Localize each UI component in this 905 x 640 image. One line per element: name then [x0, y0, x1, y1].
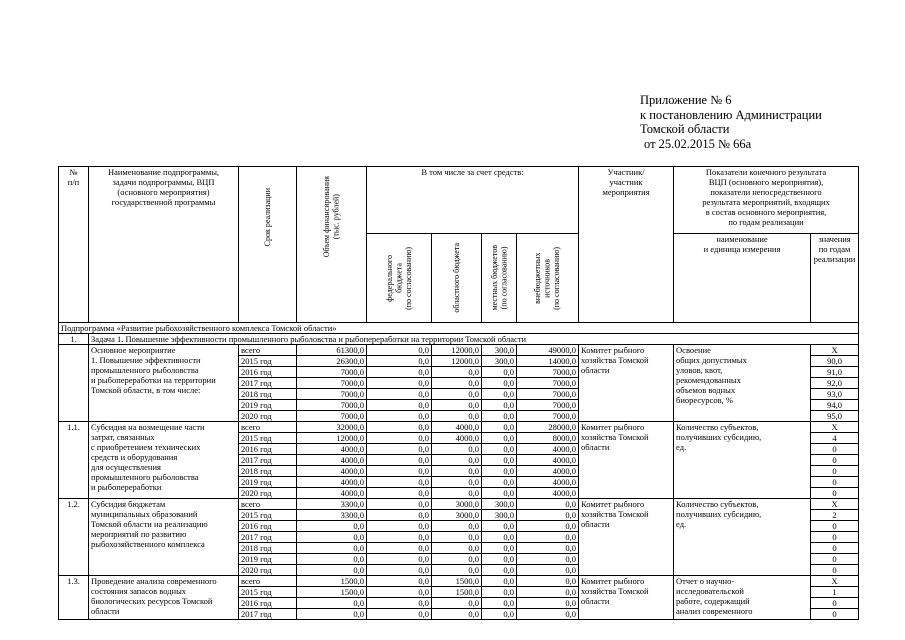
volume-cell: 4000,0	[297, 477, 367, 488]
local-cell: 0,0	[482, 411, 517, 422]
measure-description: Основное мероприятие 1. Повышение эффективности промышленного рыболовства и рыбопереработки на территории Томской области, в том числе:	[89, 345, 239, 422]
indicator-value-cell: 4	[811, 433, 859, 444]
volume-cell: 32000,0	[297, 422, 367, 433]
table-row	[59, 499, 859, 510]
federal-cell: 0,0	[367, 433, 432, 444]
volume-cell: 7000,0	[297, 378, 367, 389]
local-cell: 0,0	[482, 543, 517, 554]
volume-cell: 0,0	[297, 609, 367, 620]
local-cell: 0,0	[482, 367, 517, 378]
regional-cell: 0,0	[432, 598, 482, 609]
header-local: местных бюджетов (по согласованию)	[482, 234, 517, 323]
regional-cell: 12000,0	[432, 356, 482, 367]
extra-cell: 0,0	[517, 532, 579, 543]
extra-cell: 7000,0	[517, 367, 579, 378]
volume-cell: 3300,0	[297, 510, 367, 521]
federal-cell: 0,0	[367, 389, 432, 400]
local-cell: 0,0	[482, 389, 517, 400]
header-term: Срок реализации	[239, 167, 297, 323]
indicator-value-cell: 93,0	[811, 389, 859, 400]
header-volume: Объем финансирования (тыс. рублей)	[297, 167, 367, 323]
term-cell: 2019 год	[239, 554, 297, 565]
regional-cell: 4000,0	[432, 422, 482, 433]
volume-cell: 4000,0	[297, 444, 367, 455]
indicator-value-cell: 0	[811, 598, 859, 609]
term-cell: всего	[239, 422, 297, 433]
indicator-value-cell: 90,0	[811, 356, 859, 367]
extra-cell: 0,0	[517, 554, 579, 565]
federal-cell: 0,0	[367, 576, 432, 587]
federal-cell: 0,0	[367, 543, 432, 554]
regional-cell: 0,0	[432, 543, 482, 554]
federal-cell: 0,0	[367, 367, 432, 378]
federal-cell: 0,0	[367, 411, 432, 422]
federal-cell: 0,0	[367, 587, 432, 598]
indicator-value-cell: 0	[811, 466, 859, 477]
local-cell: 0,0	[482, 554, 517, 565]
local-cell: 300,0	[482, 510, 517, 521]
local-cell: 300,0	[482, 499, 517, 510]
term-cell: 2020 год	[239, 411, 297, 422]
indicator-value-cell: 0	[811, 521, 859, 532]
participant-cell: Комитет рыбного хозяйства Томской области	[579, 576, 674, 620]
federal-cell: 0,0	[367, 378, 432, 389]
extra-cell: 4000,0	[517, 477, 579, 488]
term-cell: 2017 год	[239, 378, 297, 389]
extra-cell: 7000,0	[517, 389, 579, 400]
indicator-value-cell: 0	[811, 565, 859, 576]
header-indicator-values: значения по годам реализации	[811, 234, 859, 323]
volume-cell: 4000,0	[297, 488, 367, 499]
local-cell: 300,0	[482, 356, 517, 367]
header-regional: областного бюджета	[432, 234, 482, 323]
volume-cell: 0,0	[297, 554, 367, 565]
regional-cell: 0,0	[432, 532, 482, 543]
term-cell: 2020 год	[239, 565, 297, 576]
volume-cell: 0,0	[297, 565, 367, 576]
indicator-name-cell: Освоение общих допустимых уловов, квот, рекомендованных объемов водных биоресурсов, %	[674, 345, 811, 422]
volume-cell: 7000,0	[297, 389, 367, 400]
federal-cell: 0,0	[367, 488, 432, 499]
extra-cell: 0,0	[517, 565, 579, 576]
regional-cell: 4000,0	[432, 433, 482, 444]
regional-cell: 3000,0	[432, 499, 482, 510]
indicator-value-cell: X	[811, 345, 859, 356]
local-cell: 0,0	[482, 488, 517, 499]
term-cell: 2020 год	[239, 488, 297, 499]
extra-cell: 7000,0	[517, 378, 579, 389]
extra-cell: 0,0	[517, 576, 579, 587]
federal-cell: 0,0	[367, 345, 432, 356]
local-cell: 0,0	[482, 433, 517, 444]
term-cell: 2017 год	[239, 532, 297, 543]
volume-cell: 7000,0	[297, 411, 367, 422]
volume-cell: 1500,0	[297, 587, 367, 598]
regional-cell: 0,0	[432, 466, 482, 477]
regional-cell: 0,0	[432, 455, 482, 466]
subprogram-title: Подпрограмма «Развитие рыбохозяйственного комплекса Томской области»	[59, 323, 859, 334]
header-federal: федерального бюджета (по согласованию)	[367, 234, 432, 323]
extra-cell: 4000,0	[517, 488, 579, 499]
task-title: Задача 1. Повышение эффективности промышленного рыболовства и рыбопереработки на территории Томской области	[89, 334, 859, 345]
volume-cell: 0,0	[297, 521, 367, 532]
term-cell: 2016 год	[239, 598, 297, 609]
header-name: Наименование подпрограммы, задачи подпрограммы, ВЦП (основного мероприятия) государственной программы	[89, 167, 239, 323]
indicator-value-cell: X	[811, 422, 859, 433]
table-row	[59, 422, 859, 433]
local-cell: 0,0	[482, 565, 517, 576]
local-cell: 0,0	[482, 455, 517, 466]
indicator-value-cell: 0	[811, 609, 859, 620]
indicator-value-cell: 95,0	[811, 411, 859, 422]
extra-cell: 0,0	[517, 609, 579, 620]
term-cell: 2019 год	[239, 477, 297, 488]
indicator-value-cell: X	[811, 576, 859, 587]
regional-cell: 0,0	[432, 609, 482, 620]
local-cell: 0,0	[482, 466, 517, 477]
local-cell: 300,0	[482, 345, 517, 356]
header-indicators: Показатели конечного результата ВЦП (основного мероприятия), показатели непосредственного результата мероприятий, входящих в состав основного мероприятия, по годам реализации	[674, 167, 859, 234]
task-number: 1.	[59, 334, 89, 345]
table-row	[59, 576, 859, 587]
volume-cell: 4000,0	[297, 466, 367, 477]
participant-cell: Комитет рыбного хозяйства Томской области	[579, 499, 674, 576]
row-number: 1.3.	[59, 576, 89, 620]
local-cell: 0,0	[482, 422, 517, 433]
appendix-line-2: к постановлению Администрации	[640, 107, 822, 122]
table-row	[59, 345, 859, 356]
extra-cell: 4000,0	[517, 455, 579, 466]
indicator-value-cell: 0	[811, 543, 859, 554]
local-cell: 0,0	[482, 400, 517, 411]
volume-cell: 3300,0	[297, 499, 367, 510]
indicator-value-cell: 0	[811, 554, 859, 565]
local-cell: 0,0	[482, 444, 517, 455]
federal-cell: 0,0	[367, 609, 432, 620]
local-cell: 0,0	[482, 587, 517, 598]
indicator-value-cell: 0	[811, 477, 859, 488]
local-cell: 0,0	[482, 477, 517, 488]
header-participant: Участник/ участник мероприятия	[579, 167, 674, 323]
regional-cell: 0,0	[432, 400, 482, 411]
volume-cell: 0,0	[297, 598, 367, 609]
local-cell: 0,0	[482, 598, 517, 609]
federal-cell: 0,0	[367, 510, 432, 521]
local-cell: 0,0	[482, 609, 517, 620]
regional-cell: 0,0	[432, 411, 482, 422]
extra-cell: 14000,0	[517, 356, 579, 367]
row-number: 1.1.	[59, 422, 89, 499]
regional-cell: 0,0	[432, 488, 482, 499]
indicator-value-cell: 91,0	[811, 367, 859, 378]
local-cell: 0,0	[482, 378, 517, 389]
regional-cell: 1500,0	[432, 576, 482, 587]
federal-cell: 0,0	[367, 455, 432, 466]
extra-cell: 0,0	[517, 587, 579, 598]
local-cell: 0,0	[482, 576, 517, 587]
federal-cell: 0,0	[367, 422, 432, 433]
header-indicator-name: наименование и единица измерения	[674, 234, 811, 323]
volume-cell: 7000,0	[297, 400, 367, 411]
regional-cell: 12000,0	[432, 345, 482, 356]
header-num: № п/п	[59, 167, 89, 323]
measure-description: Проведение анализа современного состояния запасов водных биологических ресурсов Томской области	[89, 576, 239, 620]
participant-cell: Комитет рыбного хозяйства Томской области	[579, 345, 674, 422]
measure-description: Субсидия на возмещение части затрат, связанных с приобретением технических средств и оборудования для осуществления промышленного рыболовства и рыбопереработки	[89, 422, 239, 499]
appendix-heading	[640, 93, 822, 151]
indicator-name-cell: Количество субъектов, получивших субсидию, ед.	[674, 422, 811, 499]
term-cell: всего	[239, 499, 297, 510]
term-cell: всего	[239, 345, 297, 356]
row-number: 1.2.	[59, 499, 89, 576]
indicator-value-cell: 0	[811, 444, 859, 455]
indicator-value-cell: 94,0	[811, 400, 859, 411]
extra-cell: 0,0	[517, 598, 579, 609]
term-cell: всего	[239, 576, 297, 587]
regional-cell: 0,0	[432, 477, 482, 488]
term-cell: 2017 год	[239, 609, 297, 620]
federal-cell: 0,0	[367, 521, 432, 532]
measure-description: Субсидия бюджетам муниципальных образований Томской области на реализацию мероприятий по развитию рыбохозяйственного комплекса	[89, 499, 239, 576]
extra-cell: 0,0	[517, 510, 579, 521]
indicator-value-cell: 2	[811, 510, 859, 521]
term-cell: 2019 год	[239, 400, 297, 411]
volume-cell: 26300,0	[297, 356, 367, 367]
indicator-value-cell: X	[811, 499, 859, 510]
term-cell: 2015 год	[239, 356, 297, 367]
extra-cell: 4000,0	[517, 444, 579, 455]
federal-cell: 0,0	[367, 532, 432, 543]
indicator-value-cell: 0	[811, 532, 859, 543]
header-including: В том числе за счет средств:	[367, 167, 579, 234]
appendix-title: Приложение № 6	[640, 93, 732, 107]
term-cell: 2015 год	[239, 587, 297, 598]
term-cell: 2018 год	[239, 466, 297, 477]
extra-cell: 49000,0	[517, 345, 579, 356]
program-table	[58, 166, 859, 620]
federal-cell: 0,0	[367, 598, 432, 609]
federal-cell: 0,0	[367, 466, 432, 477]
participant-cell: Комитет рыбного хозяйства Томской области	[579, 422, 674, 499]
extra-cell: 0,0	[517, 499, 579, 510]
regional-cell: 0,0	[432, 554, 482, 565]
volume-cell: 12000,0	[297, 433, 367, 444]
regional-cell: 0,0	[432, 444, 482, 455]
volume-cell: 7000,0	[297, 367, 367, 378]
volume-cell: 0,0	[297, 543, 367, 554]
extra-cell: 28000,0	[517, 422, 579, 433]
term-cell: 2015 год	[239, 433, 297, 444]
appendix-line-3: Томской области	[640, 122, 730, 136]
indicator-value-cell: 0	[811, 455, 859, 466]
term-cell: 2016 год	[239, 444, 297, 455]
term-cell: 2016 год	[239, 367, 297, 378]
volume-cell: 1500,0	[297, 576, 367, 587]
regional-cell: 0,0	[432, 367, 482, 378]
term-cell: 2016 год	[239, 521, 297, 532]
header-extra: внебюджетных источников (по согласованию)	[517, 234, 579, 323]
regional-cell: 0,0	[432, 565, 482, 576]
regional-cell: 1500,0	[432, 587, 482, 598]
extra-cell: 7000,0	[517, 411, 579, 422]
extra-cell: 7000,0	[517, 400, 579, 411]
extra-cell: 0,0	[517, 543, 579, 554]
federal-cell: 0,0	[367, 565, 432, 576]
term-cell: 2018 год	[239, 389, 297, 400]
federal-cell: 0,0	[367, 499, 432, 510]
indicator-value-cell: 0	[811, 488, 859, 499]
indicator-value-cell: 92,0	[811, 378, 859, 389]
regional-cell: 0,0	[432, 521, 482, 532]
regional-cell: 0,0	[432, 378, 482, 389]
federal-cell: 0,0	[367, 477, 432, 488]
local-cell: 0,0	[482, 521, 517, 532]
regional-cell: 3000,0	[432, 510, 482, 521]
term-cell: 2015 год	[239, 510, 297, 521]
federal-cell: 0,0	[367, 356, 432, 367]
volume-cell: 4000,0	[297, 455, 367, 466]
federal-cell: 0,0	[367, 400, 432, 411]
row-number	[59, 345, 89, 422]
federal-cell: 0,0	[367, 444, 432, 455]
local-cell: 0,0	[482, 532, 517, 543]
term-cell: 2018 год	[239, 543, 297, 554]
indicator-name-cell: Количество субъектов, получивших субсидию, ед.	[674, 499, 811, 576]
volume-cell: 0,0	[297, 532, 367, 543]
extra-cell: 0,0	[517, 521, 579, 532]
term-cell: 2017 год	[239, 455, 297, 466]
indicator-value-cell: 1	[811, 587, 859, 598]
appendix-line-4: от 25.02.2015 № 66а	[644, 136, 752, 151]
regional-cell: 0,0	[432, 389, 482, 400]
federal-cell: 0,0	[367, 554, 432, 565]
extra-cell: 8000,0	[517, 433, 579, 444]
indicator-name-cell: Отчет о научно- исследовательской работе, содержащий анализ современного	[674, 576, 811, 620]
extra-cell: 4000,0	[517, 466, 579, 477]
volume-cell: 61300,0	[297, 345, 367, 356]
